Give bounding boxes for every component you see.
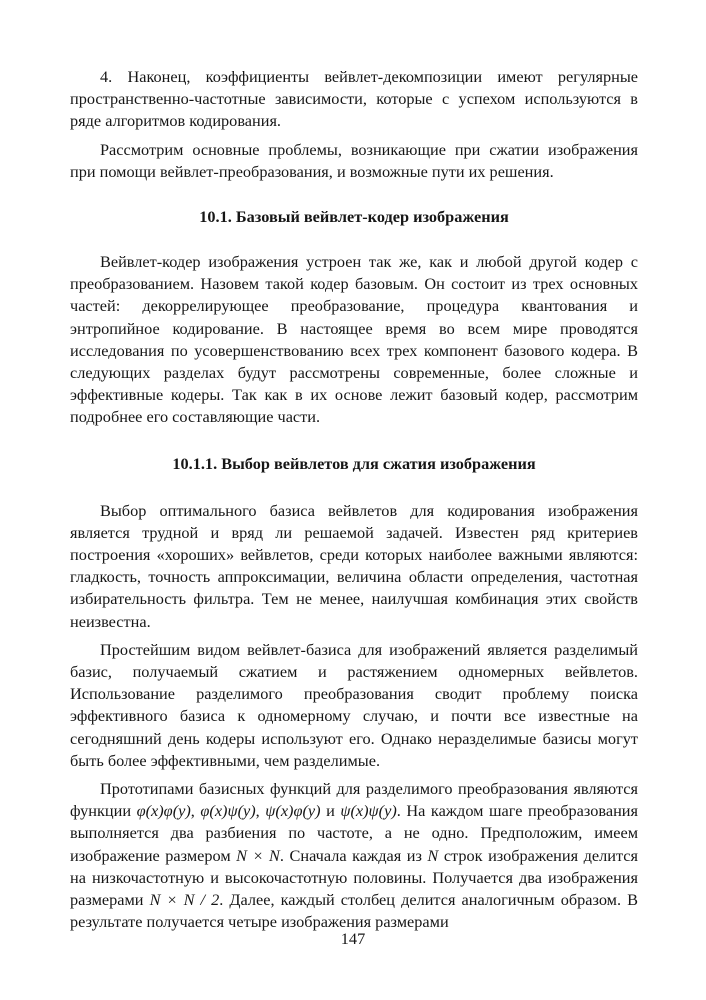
formula-phi-phi: φ(x)φ(y) bbox=[136, 801, 191, 821]
text-run: . Далее, каждый столбец делится аналогичным образом. В результате получается четыре изображения размерами bbox=[70, 890, 638, 932]
subsection-paragraph-2: Простейшим видом вейвлет-базиса для изображений является разделимый базис, получаемый сжатием и растяжением одномерных вейвлетов. Использование разделимого преобразования сводит проблему поиска эффективного базиса к одномерному случаю, и почти все известные на сегодняшний день кодеры используют его. Однако неразделимые базисы могут быть более эффективными, чем разделимые. bbox=[70, 639, 638, 770]
subsection-heading: 10.1.1. Выбор вейвлетов для сжатия изображения bbox=[172, 453, 536, 473]
intro-paragraph-1: 4. Наконец, коэффициенты вейвлет-декомпозиции имеют регулярные пространственно-частотные зависимости, которые с успехом используются в ряде алгоритмов кодирования. bbox=[70, 67, 638, 131]
basis-functions-paragraph bbox=[70, 778, 638, 933]
formula-n-by-n-half: N × N / 2 bbox=[149, 890, 220, 910]
formula-phi-psi: φ(x)ψ(y) bbox=[200, 801, 256, 821]
page-number: 147 bbox=[340, 929, 366, 948]
text-run: строк изображения делится на низкочастотную и высокочастотную половины. Получается два изображения размерами bbox=[70, 845, 638, 910]
text-run: , bbox=[255, 801, 266, 821]
section-paragraph: Вейвлет-кодер изображения устроен так же, как и любой другой кодер с преобразованием. Назовем такой кодер базовым. Он состоит из трех основных частей: декоррелирующее преобразование, процедура квантования и энтропийное кодирование. В настоящее время во всем мире проводятся исследования по усовершенствованию всех трех компонент базового кодера. В следующих разделах будут рассмотрены современные, более сложные и эффективные кодеры. Так как в их основе лежит базовый кодер, рассмотрим подробнее его составляющие части. bbox=[70, 252, 638, 427]
formula-n-by-n: N × N bbox=[236, 845, 280, 865]
formula-n: N bbox=[427, 845, 439, 865]
text-run: и bbox=[320, 801, 341, 821]
text-run: . Сначала каждая из bbox=[279, 845, 428, 865]
text-run: Прототипами базисных функций для разделимого преобразования являются функции bbox=[70, 779, 638, 821]
section-heading: 10.1. Базовый вейвлет-кодер изображения bbox=[199, 207, 509, 227]
text-run: , bbox=[190, 801, 201, 821]
formula-psi-phi: ψ(x)φ(y) bbox=[265, 801, 321, 821]
formula-psi-psi: ψ(x)ψ(y) bbox=[340, 801, 397, 821]
text-run: . На каждом шаге преобразования выполняется два разбиения по частоте, а не одно. Предположим, имеем изображение размером bbox=[70, 801, 638, 865]
subsection-paragraph-1: Выбор оптимального базиса вейвлетов для кодирования изображения является трудной и вряд ли решаемой задачей. Известен ряд критериев построения «хороших» вейвлетов, среди которых наиболее важными являются: гладкость, точность аппроксимации, величина области определения, частотная избирательность фильтра. Тем не менее, наилучшая комбинация этих свойств неизвестна. bbox=[70, 500, 638, 631]
intro-paragraph-2: Рассмотрим основные проблемы, возникающие при сжатии изображения при помощи вейвлет-преобразования, и возможные пути их решения. bbox=[70, 139, 638, 181]
